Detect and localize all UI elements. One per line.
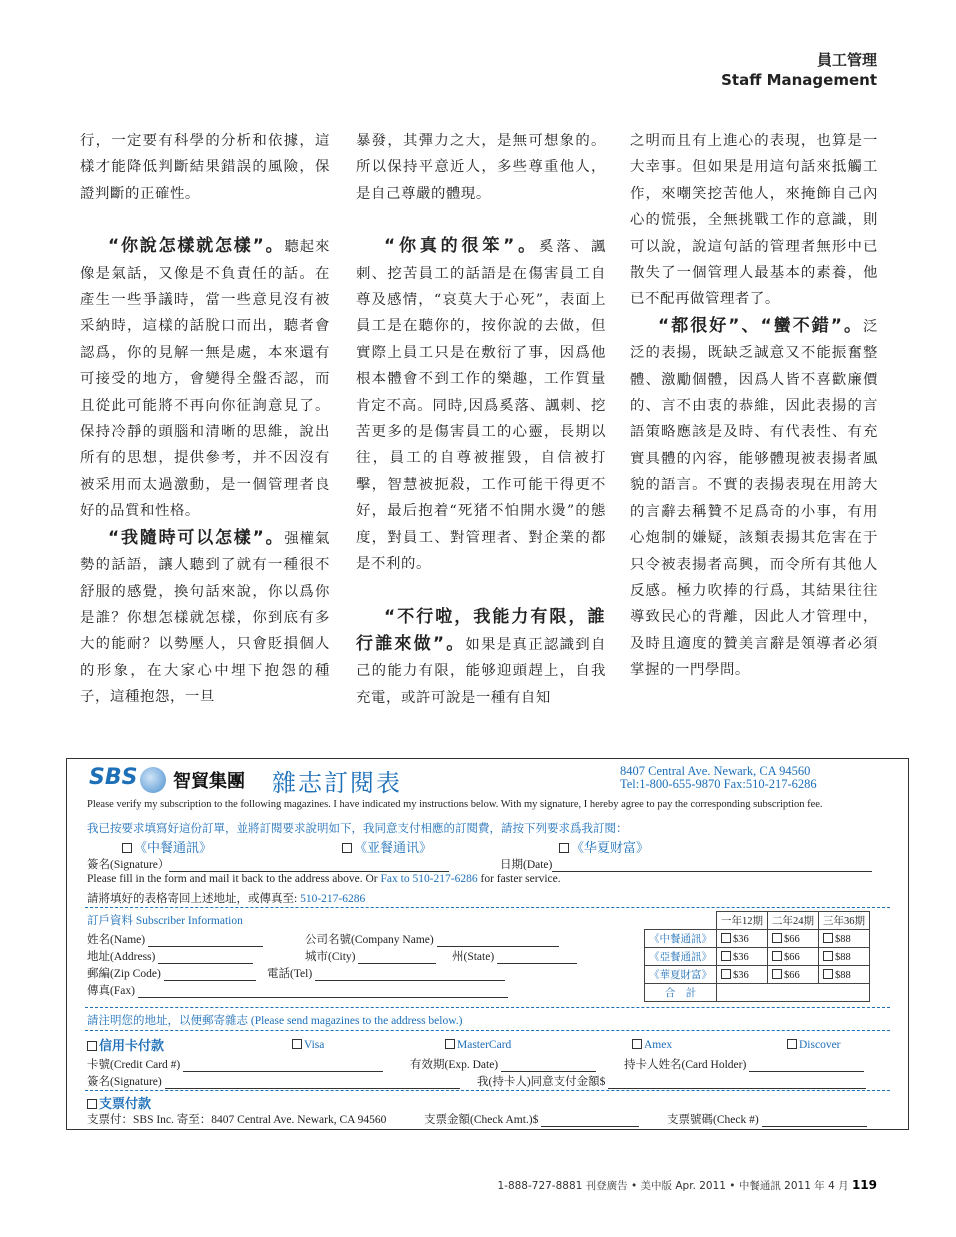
checkbox[interactable] xyxy=(87,1099,97,1109)
quote-heading: “不行啦，我能力有限，誰行誰來做”。 xyxy=(356,606,606,654)
zip-field[interactable] xyxy=(87,965,256,981)
option-label: 支票付款 xyxy=(99,1096,152,1111)
card-number-field[interactable] xyxy=(87,1056,383,1072)
state-field[interactable] xyxy=(452,948,577,964)
instruction-text: 請將填好的表格寄回上述地址，或傳真至: xyxy=(87,893,298,905)
field-label: 日期(Date) xyxy=(500,859,553,871)
check-number-field[interactable] xyxy=(667,1111,867,1127)
option-label: 《中餐通訊》 xyxy=(134,840,213,855)
mastercard-option[interactable] xyxy=(445,1039,511,1051)
send-note: 請注明您的地址，以便郵寄雜志 (Please send magazines to the address below.) xyxy=(87,1015,463,1027)
quote-heading: “我隨時可以怎樣”。 xyxy=(108,527,285,548)
fax-number: 510-217-6286 xyxy=(300,893,366,905)
field-label: 卡號(Credit Card #) xyxy=(87,1059,181,1071)
column-header: 三年36期 xyxy=(819,912,870,930)
exp-date-field[interactable] xyxy=(410,1056,596,1072)
check-payto: 支票付：SBS Inc. 寄至：8407 Central Ave. Newark, CA 94560 xyxy=(87,1114,387,1126)
globe-icon xyxy=(140,767,166,793)
table-row xyxy=(645,966,870,984)
check-amount-field[interactable] xyxy=(424,1111,639,1127)
footer-text: 1-888-727-8881 刊登廣告 • 美中版 Apr. 2011 • 中餐通訊 2011 年 4 月 xyxy=(497,1180,849,1192)
company-field[interactable] xyxy=(305,931,559,947)
column-header: 二年24期 xyxy=(768,912,819,930)
price-option[interactable]: $88 xyxy=(819,948,870,966)
checkbox[interactable] xyxy=(559,843,569,853)
option-label: 《华夏财富》 xyxy=(571,840,650,855)
paragraph xyxy=(80,233,330,524)
field-label: 支票金額(Check Amt.)$ xyxy=(424,1114,539,1126)
field-label: 公司名號(Company Name) xyxy=(305,934,434,946)
price-option[interactable]: $66 xyxy=(768,966,819,984)
paragraph-text: 泛泛的表揚，既缺乏誠意又不能振奮整體、激勵個體，因爲人皆不喜歡廉價的、言不由衷的恭維，因此表揚的言語策略應該是及時、有代表性、有充實具體的內容，能够體現被表揚者風貌的語言。不實的表揚表現在用誇大的言辭去稱贊不足爲奇的小事，有用心炮制的嫌疑，該類表揚其危害在于只令被表揚者高興，而令所有其他人反感。極力吹捧的行爲，其結果往往導致民心的背離，因此人才管理中，及時且適度的贊美言辭是領導者必須掌握的一門學問。 xyxy=(630,318,878,679)
option-label: Discover xyxy=(799,1039,841,1051)
quote-heading: “都很好”、“蠻不錯”。 xyxy=(658,315,863,336)
section-header xyxy=(721,50,877,90)
fax-number: Fax to 510-217-6286 xyxy=(380,873,478,885)
visa-option[interactable] xyxy=(292,1039,324,1051)
table-row xyxy=(645,912,870,930)
row-label: 《華夏財富》 xyxy=(645,966,717,984)
field-label: 持卡人姓名(Card Holder) xyxy=(624,1059,747,1071)
field-label: 郵編(Zip Code) xyxy=(87,968,161,980)
price-option[interactable]: $36 xyxy=(717,966,768,984)
field-label: 姓名(Name) xyxy=(87,934,146,946)
page-number: 119 xyxy=(851,1178,877,1192)
credit-card-option[interactable] xyxy=(87,1035,164,1054)
paragraph-text: 奚落、諷刺、挖苦員工的話語是在傷害員工自尊及感情，“哀莫大于心死”，表面上員工是在聽你的，按你說的去做，但實際上員工只是在敷衍了事，因爲他根本體會不到工作的樂趣，工作質量肯定不高。同時,因爲奚落、諷刺、挖苦更多的是傷害員工的心靈，長期以往，員工的自尊被摧毀，自信被打擊，智慧被扼殺，工作可能干得更不好，最后抱着“死猪不怕開水燙”的態度，對員工、對管理者、對企業的都是不利的。 xyxy=(356,239,606,573)
instruction-text: for faster service. xyxy=(480,873,561,885)
price-option[interactable]: $36 xyxy=(717,948,768,966)
address-field[interactable] xyxy=(87,948,253,964)
section-title-en: Staff Management xyxy=(721,71,877,89)
field-label: 州(State) xyxy=(452,951,495,963)
divider xyxy=(85,1030,890,1031)
paragraph xyxy=(356,604,606,712)
article-column-2 xyxy=(356,128,606,711)
logo-sbs: SBS xyxy=(89,765,138,790)
divider xyxy=(85,907,890,908)
field-label: 地址(Address) xyxy=(87,951,156,963)
divider xyxy=(85,1090,890,1091)
checkbox[interactable] xyxy=(87,1041,97,1051)
magazine-option-3[interactable] xyxy=(559,837,649,856)
instruction-text: Please fill in the form and mail it back to the address above. Or xyxy=(87,873,378,885)
price-option[interactable]: $88 xyxy=(819,966,870,984)
paragraph: 行，一定要有科學的分析和依據，這樣才能降低判斷結果錯誤的風險，保證判斷的正確性。 xyxy=(80,133,330,202)
card-holder-field[interactable] xyxy=(624,1056,864,1072)
quote-heading: “你真的很笨”。 xyxy=(384,236,540,257)
option-label: MasterCard xyxy=(457,1039,512,1051)
field-label: 城市(City) xyxy=(305,951,356,963)
verify-zh: 我已按要求填寫好這份訂單，並將訂閱要求說明如下，我同意支付相應的訂閱費，請按下列要求爲我訂閱： xyxy=(87,823,628,835)
paragraph xyxy=(356,233,606,577)
table-row xyxy=(645,930,870,948)
field-label: 有效期(Exp. Date) xyxy=(410,1059,499,1071)
mail-instructions-zh xyxy=(87,890,365,906)
section-title-zh: 員工管理 xyxy=(816,51,877,69)
agree-amount-field[interactable] xyxy=(477,1073,866,1089)
form-title: 雜志訂閱表 xyxy=(272,771,402,797)
tel-field[interactable] xyxy=(267,965,505,981)
price-option[interactable]: $66 xyxy=(768,930,819,948)
checkbox[interactable] xyxy=(342,843,352,853)
field-label: 我(持卡人)同意支付金額$ xyxy=(477,1076,606,1088)
option-label: Amex xyxy=(644,1039,673,1051)
paragraph: 之明而且有上進心的表現，也算是一大幸事。但如果是用這句話來抵觸工作，來嘲笑挖苦他人，來掩飾自己內心的慌張，全無挑戰工作的意識，則可以說，說這句話的管理者無形中已散失了一個管理人最基本的素養，他已不配再做管理者了。 xyxy=(630,133,878,308)
address-line: 8407 Central Ave. Newark, CA 94560 xyxy=(620,764,811,778)
paragraph xyxy=(630,313,878,684)
signature-field-2[interactable] xyxy=(87,1073,460,1089)
subscriber-info-heading: 訂戶資料 Subscriber Information xyxy=(87,915,243,927)
name-field[interactable] xyxy=(87,931,263,947)
article-column-3 xyxy=(630,128,878,684)
amex-option[interactable] xyxy=(632,1039,672,1051)
row-label: 《亞餐通訊》 xyxy=(645,948,717,966)
form-address xyxy=(620,765,817,791)
column-header: 一年12期 xyxy=(717,912,768,930)
table-row xyxy=(645,948,870,966)
logo-company-name: 智貿集團 xyxy=(173,771,245,792)
paragraph-text: 强權氣勢的話語，讓人聽到了就有一種很不舒服的感覺，換句話來說，你以爲你是誰？你想怎樣就怎樣，你到底有多大的能耐？以勢壓人，只會貶損個人的形象，在大家心中埋下抱怨的種子，這種抱怨，一旦 xyxy=(80,530,330,706)
magazine-option-2[interactable] xyxy=(342,837,432,856)
table-row xyxy=(645,984,870,1002)
price-table xyxy=(644,911,870,1002)
total-field[interactable] xyxy=(717,984,870,1002)
field-label: 簽名(Signature） xyxy=(87,859,170,871)
verify-en: Please verify my subscription to the following magazines. I have indicated my instructions below. With my signature, I hereby agree to pay the corresponding subscription fee. xyxy=(87,799,823,810)
field-label: 電話(Tel) xyxy=(267,968,313,980)
contact-line: Tel:1-800-655-9870 Fax:510-217-6286 xyxy=(620,777,817,791)
option-label: 《亚餐通讯》 xyxy=(354,840,433,855)
date-field[interactable] xyxy=(500,856,872,872)
paragraph xyxy=(80,525,330,711)
check-option[interactable] xyxy=(87,1093,151,1112)
checkbox[interactable] xyxy=(122,843,132,853)
magazine-option-1[interactable] xyxy=(122,837,212,856)
option-label: Visa xyxy=(304,1039,325,1051)
option-label: 信用卡付款 xyxy=(99,1038,165,1053)
page-footer xyxy=(497,1178,877,1193)
subscription-form xyxy=(66,758,909,1130)
field-label: 支票號碼(Check #) xyxy=(667,1114,759,1126)
paragraph-text: 聽起來像是氣話，又像是不負責任的話。在產生一些爭議時，當一些意見沒有被采納時，這樣的話脫口而出，聽者會認爲，你的見解一無是處，本來還有可接受的地方，會變得全盤否認，而且從此可能將不再向你征詢意見了。保持冷靜的頭腦和清晰的思維，說出所有的思想，提供參考，并不因沒有被采用而太過激動，是一個管理者良好的品質和性格。 xyxy=(80,239,330,520)
paragraph: 暴發，其彈力之大，是無可想象的。所以保持平意近人，多些尊重他人，是自己尊嚴的體現。 xyxy=(356,133,606,202)
price-option[interactable]: $36 xyxy=(717,930,768,948)
discover-option[interactable] xyxy=(787,1039,841,1051)
article-column-1 xyxy=(80,128,330,711)
total-label: 合 計 xyxy=(645,984,717,1002)
signature-field[interactable] xyxy=(87,856,449,872)
field-label: 簽名(Signature) xyxy=(87,1076,162,1088)
mail-instructions-en xyxy=(87,873,561,885)
fax-field[interactable] xyxy=(87,982,508,998)
quote-heading: “你說怎樣就怎樣”。 xyxy=(108,236,285,257)
field-label: 傳真(Fax) xyxy=(87,985,135,997)
city-field[interactable] xyxy=(305,948,436,964)
row-label: 《中餐通訊》 xyxy=(645,930,717,948)
price-option[interactable]: $88 xyxy=(819,930,870,948)
price-option[interactable]: $66 xyxy=(768,948,819,966)
divider xyxy=(85,1007,890,1008)
paragraph-text: 如果是真正認識到自己的能力有限，能够迎頭趕上，自我充電，或許可說是一種有自知 xyxy=(356,636,606,706)
